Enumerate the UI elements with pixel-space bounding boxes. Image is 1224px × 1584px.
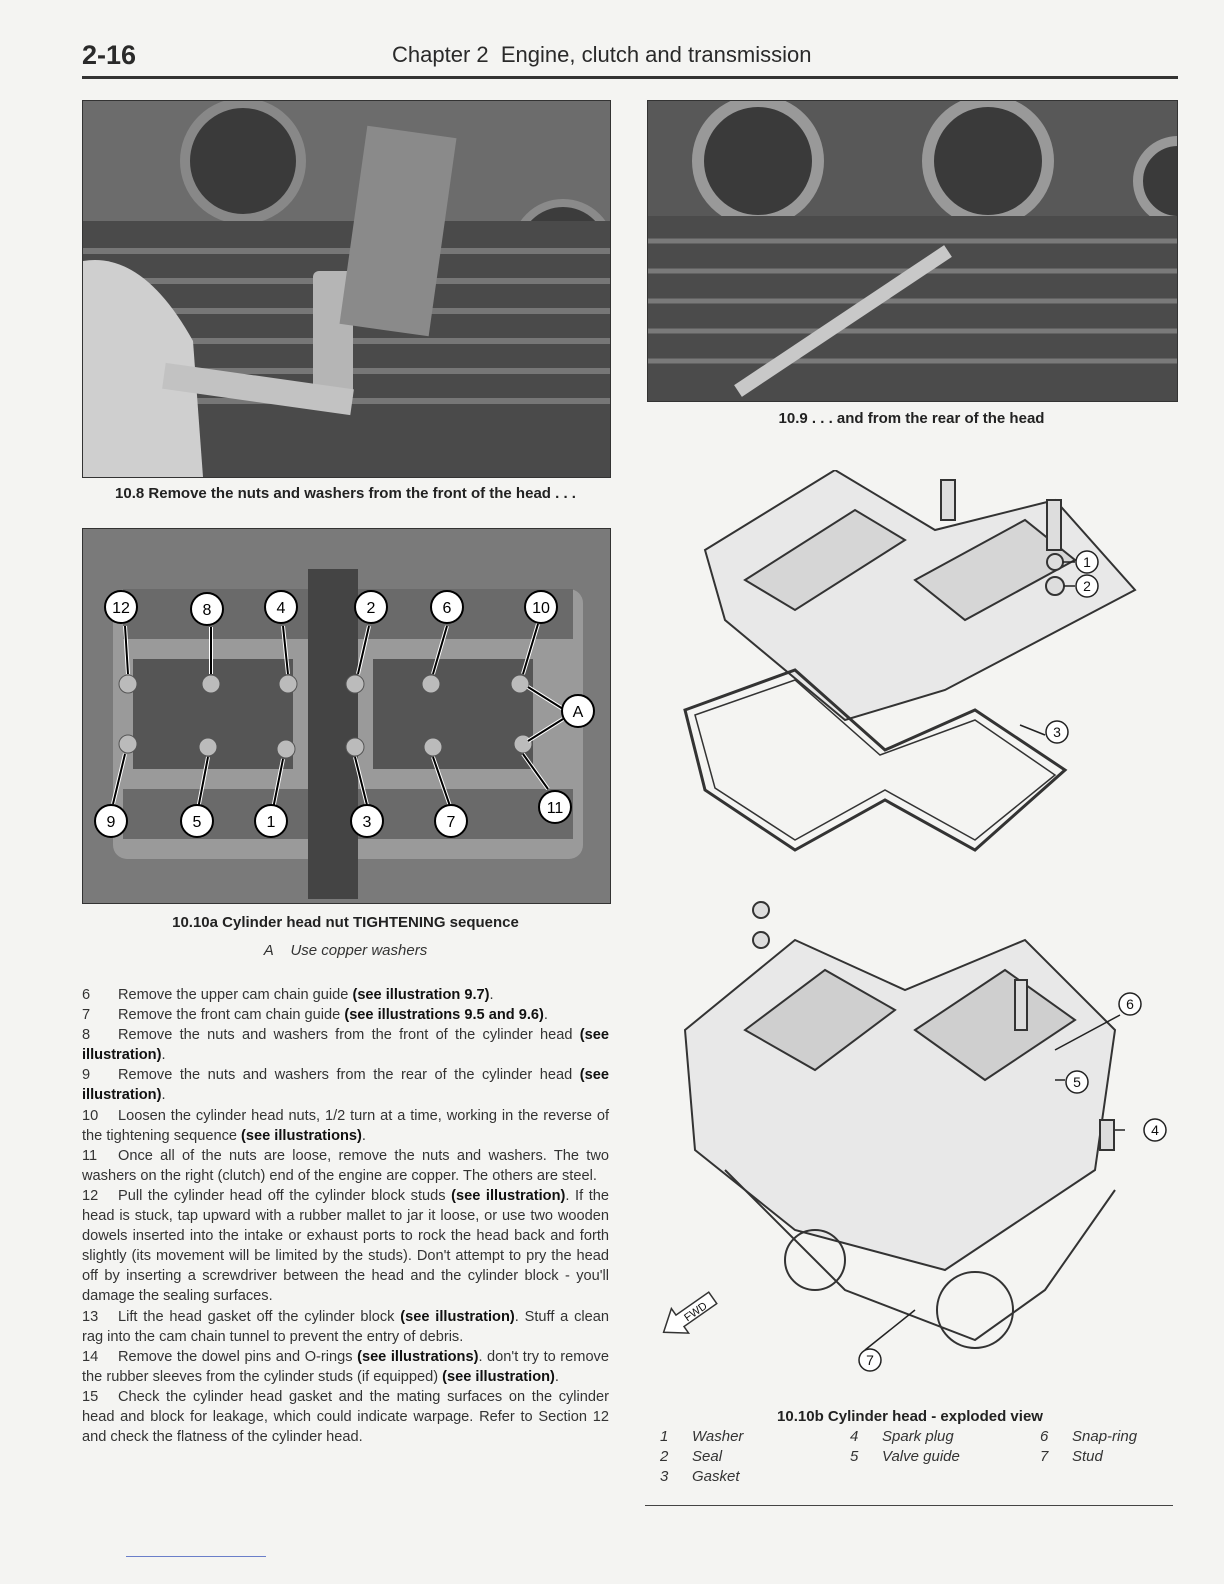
caption-10-9: 10.9 . . . and from the rear of the head xyxy=(778,410,1045,427)
svg-text:2: 2 xyxy=(366,600,376,617)
caption-10-10b: 10.10b Cylinder head - exploded view xyxy=(777,1408,1043,1425)
svg-text:9: 9 xyxy=(106,814,116,831)
step-14: 14 Remove the dowel pins and O-rings (see illustrations). don't try to remove the rubber sleeves from the cylinder studs (if equipped) (see illustration). xyxy=(82,1348,609,1385)
legend-item: 3 Gasket xyxy=(660,1468,740,1485)
fwd-label: FWD xyxy=(682,1300,710,1325)
caption-10-10a-key xyxy=(82,942,609,959)
photo-10-8 xyxy=(82,100,611,478)
legend-item: 1 Washer xyxy=(660,1428,744,1445)
photo-10-9 xyxy=(647,100,1178,402)
chapter-title xyxy=(392,42,811,68)
step-11: 11 Once all of the nuts are loose, remove the nuts and washers. The two washers on the right (clutch) end of the engine are copper. The others are steel. xyxy=(82,1147,609,1184)
svg-text:1: 1 xyxy=(266,814,276,831)
key-letter: A xyxy=(263,942,274,959)
svg-text:10: 10 xyxy=(532,600,550,617)
step-7: 7 Remove the front cam chain guide (see illustrations 9.5 and 9.6). xyxy=(82,1007,548,1024)
legend-item: 4 Spark plug xyxy=(850,1428,954,1445)
photo-10-10a xyxy=(82,528,611,904)
step-12: 12 Pull the cylinder head off the cylinder block studs (see illustration). If the head is stuck, tap upward with a rubber mallet to jar it loose, or use two wooden dowels inserted into the intake or exhaust ports to rock the head back and forth slightly (its movement will be limited by the studs). Don't attempt to pry the head off by inserting a screwdriver between the head and the cylinder block - you'll damage the sealing surfaces. xyxy=(82,1187,609,1305)
step-13: 13 Lift the head gasket off the cylinder block (see illustration). Stuff a clean rag into the cam chain tunnel to prevent the entry of debris. xyxy=(82,1308,609,1345)
legend-item: 2 Seal xyxy=(660,1448,723,1465)
exploded-view-legend xyxy=(660,1428,1160,1488)
caption-10-8: 10.8 Remove the nuts and washers from the front of the head . . . xyxy=(115,485,576,502)
step-9: 9 Remove the nuts and washers from the rear of the cylinder head (see illustration). xyxy=(82,1067,609,1104)
exploded-view-10-10b xyxy=(645,470,1175,1400)
svg-text:7: 7 xyxy=(866,1352,874,1368)
legend-rule xyxy=(645,1505,1173,1506)
page-number: 2-16 xyxy=(82,40,137,70)
legend-item: 6 Snap-ring xyxy=(1040,1428,1138,1445)
svg-text:5: 5 xyxy=(192,814,202,831)
key-text: Use copper washers xyxy=(290,942,428,959)
svg-text:3: 3 xyxy=(362,814,372,831)
footer-line xyxy=(126,1556,266,1557)
step-8: 8 Remove the nuts and washers from the front of the cylinder head (see illustration). xyxy=(82,1027,609,1064)
svg-text:12: 12 xyxy=(112,600,130,617)
step-10: 10 Loosen the cylinder head nuts, 1/2 turn at a time, working in the reverse of the tightening sequence (see illustrations). xyxy=(82,1107,609,1144)
step-6: 6 Remove the upper cam chain guide (see illustration 9.7). xyxy=(82,987,494,1003)
svg-text:8: 8 xyxy=(202,602,212,619)
legend-item: 5 Valve guide xyxy=(850,1448,960,1465)
svg-text:A: A xyxy=(572,704,584,721)
svg-text:3: 3 xyxy=(1053,724,1061,740)
procedure-text xyxy=(82,985,609,1447)
svg-text:7: 7 xyxy=(446,814,456,831)
svg-text:4: 4 xyxy=(1151,1122,1159,1138)
step-15: 15 Check the cylinder head gasket and the mating surfaces on the cylinder head and block for leakage, which could indicate warpage. Refer to Section 12 and check the flatness of the cylinder head. xyxy=(82,1388,609,1446)
svg-text:6: 6 xyxy=(442,600,452,617)
svg-text:5: 5 xyxy=(1073,1074,1081,1090)
legend-item: 7 Stud xyxy=(1040,1448,1103,1465)
svg-text:4: 4 xyxy=(276,600,286,617)
svg-text:1: 1 xyxy=(1083,554,1091,570)
caption-10-10a: 10.10a Cylinder head nut TIGHTENING sequence xyxy=(172,914,519,931)
svg-text:2: 2 xyxy=(1083,578,1091,594)
svg-text:11: 11 xyxy=(546,800,564,817)
header-rule xyxy=(82,76,1178,79)
chapter-name: Engine, clutch and transmission xyxy=(500,42,812,67)
svg-text:6: 6 xyxy=(1126,996,1134,1012)
chapter-label: Chapter 2 xyxy=(392,42,489,67)
